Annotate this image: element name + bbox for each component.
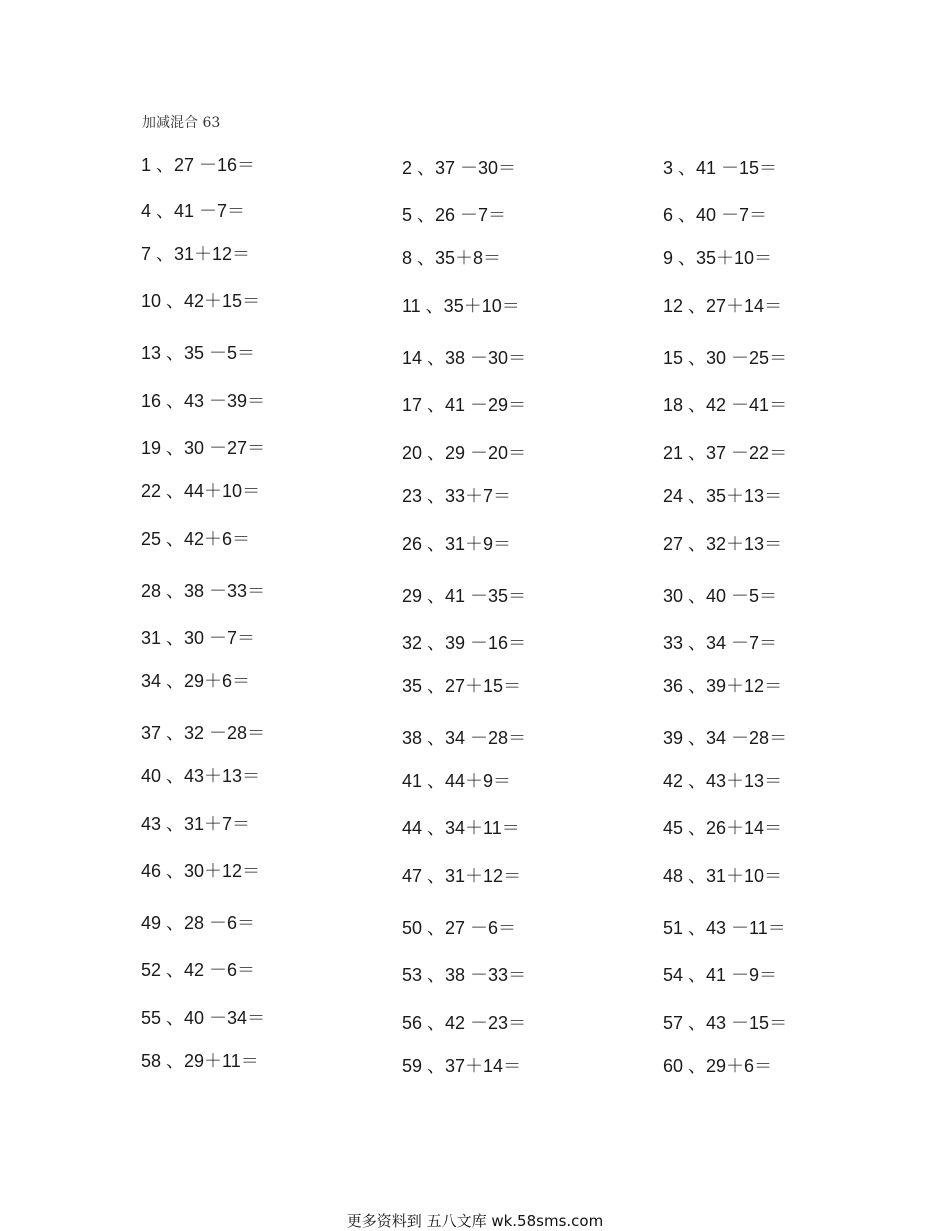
problem-item: 54 、41 －9＝ (663, 965, 778, 985)
problem-item: 2 、37 －30＝ (402, 158, 517, 178)
problem-item: 58 、29＋11＝ (141, 1051, 259, 1071)
problem-item: 42 、43＋13＝ (663, 771, 783, 791)
problem-item: 51 、43 －11＝ (663, 918, 786, 938)
problem-item: 17 、41 －29＝ (402, 395, 527, 415)
problem-item: 8 、35＋8＝ (402, 248, 502, 268)
problem-item: 60 、29＋6＝ (663, 1056, 773, 1076)
problem-item: 22 、44＋10＝ (141, 481, 261, 501)
problem-item: 34 、29＋6＝ (141, 671, 251, 691)
problem-item: 56 、42 －23＝ (402, 1013, 527, 1033)
problem-item: 41 、44＋9＝ (402, 771, 512, 791)
problem-item: 1 、27 －16＝ (141, 155, 256, 175)
problem-item: 35 、27＋15＝ (402, 676, 522, 696)
problem-item: 55 、40 －34＝ (141, 1008, 266, 1028)
problem-item: 45 、26＋14＝ (663, 818, 783, 838)
problem-item: 14 、38 －30＝ (402, 348, 527, 368)
problem-item: 32 、39 －16＝ (402, 633, 527, 653)
problem-item: 23 、33＋7＝ (402, 486, 512, 506)
problem-item: 39 、34 －28＝ (663, 728, 788, 748)
problem-item: 6 、40 －7＝ (663, 205, 768, 225)
problem-item: 49 、28 －6＝ (141, 913, 256, 933)
problem-item: 12 、27＋14＝ (663, 296, 783, 316)
problem-item: 24 、35＋13＝ (663, 486, 783, 506)
problem-item: 3 、41 －15＝ (663, 158, 778, 178)
footer-watermark: 更多资料到 五八文库 wk.58sms.com (346, 1212, 604, 1230)
problem-item: 26 、31＋9＝ (402, 534, 512, 554)
problem-item: 33 、34 －7＝ (663, 633, 778, 653)
problem-item: 48 、31＋10＝ (663, 866, 783, 886)
problem-item: 13 、35 －5＝ (141, 343, 256, 363)
problem-item: 18 、42 －41＝ (663, 395, 788, 415)
problem-item: 47 、31＋12＝ (402, 866, 522, 886)
problem-item: 4 、41 －7＝ (141, 201, 246, 221)
problem-item: 11 、35＋10＝ (402, 296, 520, 316)
problem-item: 38 、34 －28＝ (402, 728, 527, 748)
problem-item: 50 、27 －6＝ (402, 918, 517, 938)
problem-item: 16 、43 －39＝ (141, 391, 266, 411)
problem-item: 43 、31＋7＝ (141, 814, 251, 834)
problem-item: 27 、32＋13＝ (663, 534, 783, 554)
problem-item: 25 、42＋6＝ (141, 529, 251, 549)
problem-item: 5 、26 －7＝ (402, 205, 507, 225)
problem-item: 7 、31＋12＝ (141, 244, 251, 264)
problem-item: 59 、37＋14＝ (402, 1056, 522, 1076)
problem-item: 57 、43 －15＝ (663, 1013, 788, 1033)
problem-item: 52 、42 －6＝ (141, 960, 256, 980)
problem-item: 44 、34＋11＝ (402, 818, 520, 838)
problem-item: 36 、39＋12＝ (663, 676, 783, 696)
problem-item: 20 、29 －20＝ (402, 443, 527, 463)
problem-item: 28 、38 －33＝ (141, 581, 266, 601)
problem-item: 40 、43＋13＝ (141, 766, 261, 786)
problem-item: 30 、40 －5＝ (663, 586, 778, 606)
sheet-title: 加减混合 63 (142, 115, 221, 131)
problem-item: 31 、30 －7＝ (141, 628, 256, 648)
problem-item: 37 、32 －28＝ (141, 723, 266, 743)
problem-item: 19 、30 －27＝ (141, 438, 266, 458)
problem-item: 29 、41 －35＝ (402, 586, 527, 606)
problem-item: 21 、37 －22＝ (663, 443, 788, 463)
problem-item: 10 、42＋15＝ (141, 291, 261, 311)
problem-item: 46 、30＋12＝ (141, 861, 261, 881)
problem-item: 9 、35＋10＝ (663, 248, 773, 268)
problem-item: 53 、38 －33＝ (402, 965, 527, 985)
problem-item: 15 、30 －25＝ (663, 348, 788, 368)
